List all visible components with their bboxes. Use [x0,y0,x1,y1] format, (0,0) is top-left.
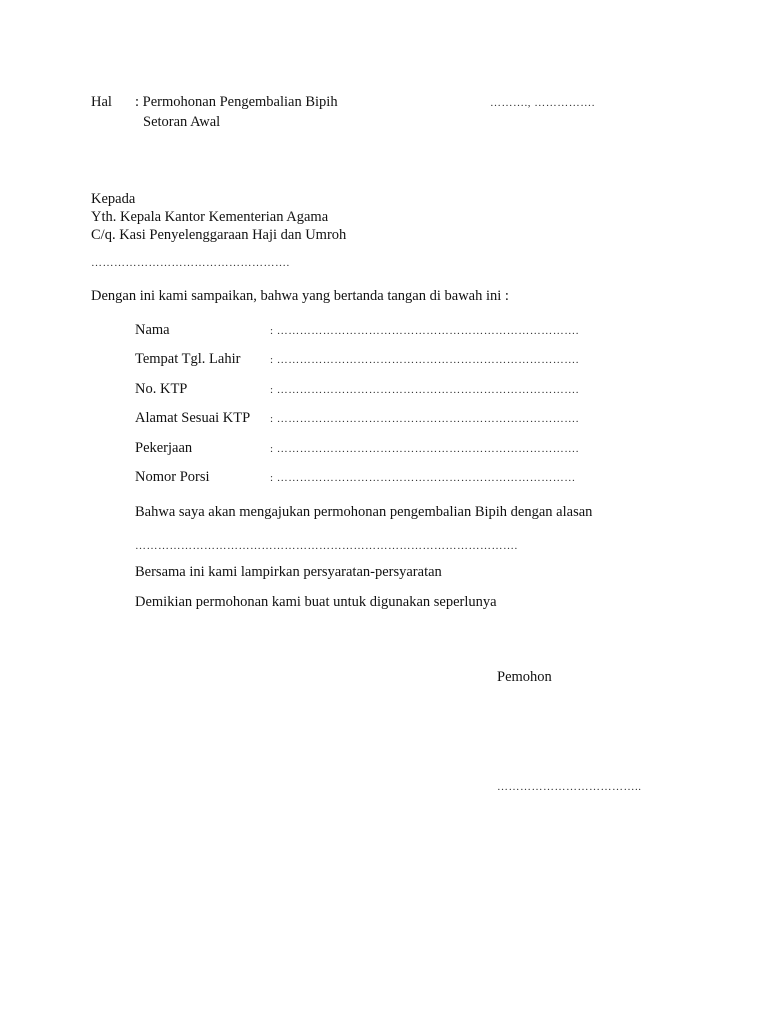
field-value-no-ktp: : ……………………………………………………………………. [270,384,580,396]
subject-line-2: Setoran Awal [143,114,221,130]
field-label-pekerjaan: Pekerjaan [135,440,193,456]
reason-text: Bahwa saya akan mengajukan permohonan pengembalian Bipih dengan alasan [135,504,593,520]
kepada-label: Kepada [91,191,136,207]
recipient-line-2: C/q. Kasi Penyelenggaraan Haji dan Umroh [91,227,347,243]
field-label-no-ktp: No. KTP [135,381,188,397]
field-label-nama: Nama [135,322,170,338]
field-label-alamat: Alamat Sesuai KTP [135,410,251,426]
field-label-tempat-tgl-lahir: Tempat Tgl. Lahir [135,351,241,367]
signature-label: Pemohon [497,669,552,685]
recipient-line-3: ……………………………………………. [91,257,290,269]
attachments-text: Bersama ini kami lampirkan persyaratan-persyaratan [135,564,442,580]
signature-dots: ……………………………….. [497,781,642,793]
intro-text: Dengan ini kami sampaikan, bahwa yang bertanda tangan di bawah ini : [91,288,509,304]
reason-dots: ………………………………………………………………………………………. [135,540,518,552]
field-value-tempat-tgl-lahir: : ……………………………………………………………………. [270,354,580,366]
closing-text: Demikian permohonan kami buat untuk digunakan seperlunya [135,594,497,610]
field-label-nomor-porsi: Nomor Porsi [135,469,210,485]
recipient-line-1: Yth. Kepala Kantor Kementerian Agama [91,209,329,225]
field-value-pekerjaan: : ……………………………………………………………………. [270,443,580,455]
field-value-alamat: : ……………………………………………………………………. [270,413,580,425]
field-value-nama: : ……………………………………………………………………. [270,325,580,337]
date-placeholder: ………., ……………. [490,97,595,109]
field-value-nomor-porsi: : …………………………………………………………………… [270,472,576,484]
hal-label: Hal [91,94,112,110]
subject-line-1: : Permohonan Pengembalian Bipih [135,94,338,110]
